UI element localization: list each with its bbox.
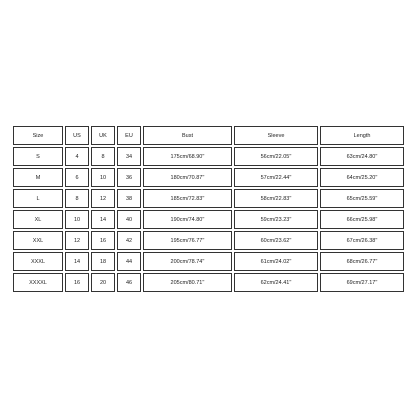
cell-size: XXXXL (13, 273, 63, 292)
cell-size: L (13, 189, 63, 208)
header-length: Length (320, 126, 404, 145)
cell-length: 67cm/26.38'' (320, 231, 404, 250)
cell-uk: 12 (91, 189, 115, 208)
cell-eu: 36 (117, 168, 141, 187)
cell-uk: 14 (91, 210, 115, 229)
cell-us: 6 (65, 168, 89, 187)
cell-us: 10 (65, 210, 89, 229)
cell-length: 64cm/25.20'' (320, 168, 404, 187)
cell-us: 16 (65, 273, 89, 292)
cell-length: 66cm/25.98'' (320, 210, 404, 229)
cell-sleeve: 56cm/22.05'' (234, 147, 318, 166)
cell-uk: 18 (91, 252, 115, 271)
cell-size: XXXL (13, 252, 63, 271)
header-sleeve: Sleeve (234, 126, 318, 145)
cell-size: S (13, 147, 63, 166)
header-uk: UK (91, 126, 115, 145)
cell-eu: 46 (117, 273, 141, 292)
cell-length: 68cm/26.77'' (320, 252, 404, 271)
table-row (13, 147, 404, 166)
cell-length: 69cm/27.17'' (320, 273, 404, 292)
table-row (13, 231, 404, 250)
cell-us: 14 (65, 252, 89, 271)
cell-eu: 44 (117, 252, 141, 271)
cell-bust: 175cm/68.90'' (143, 147, 232, 166)
cell-eu: 40 (117, 210, 141, 229)
cell-sleeve: 58cm/22.83'' (234, 189, 318, 208)
cell-bust: 185cm/72.83'' (143, 189, 232, 208)
cell-sleeve: 57cm/22.44'' (234, 168, 318, 187)
cell-length: 63cm/24.80'' (320, 147, 404, 166)
cell-uk: 16 (91, 231, 115, 250)
table-row (13, 252, 404, 271)
header-row (13, 126, 404, 145)
cell-sleeve: 62cm/24.41'' (234, 273, 318, 292)
header-eu: EU (117, 126, 141, 145)
table-row (13, 210, 404, 229)
cell-eu: 34 (117, 147, 141, 166)
cell-uk: 8 (91, 147, 115, 166)
cell-bust: 195cm/76.77'' (143, 231, 232, 250)
table-row (13, 168, 404, 187)
cell-us: 8 (65, 189, 89, 208)
cell-us: 4 (65, 147, 89, 166)
cell-bust: 200cm/78.74'' (143, 252, 232, 271)
header-size: Size (13, 126, 63, 145)
cell-size: XXL (13, 231, 63, 250)
cell-eu: 38 (117, 189, 141, 208)
cell-sleeve: 60cm/23.62'' (234, 231, 318, 250)
cell-size: M (13, 168, 63, 187)
cell-sleeve: 59cm/23.23'' (234, 210, 318, 229)
cell-eu: 42 (117, 231, 141, 250)
cell-bust: 205cm/80.71'' (143, 273, 232, 292)
cell-uk: 10 (91, 168, 115, 187)
cell-sleeve: 61cm/24.02'' (234, 252, 318, 271)
table-row (13, 189, 404, 208)
cell-us: 12 (65, 231, 89, 250)
cell-bust: 190cm/74.80'' (143, 210, 232, 229)
cell-uk: 20 (91, 273, 115, 292)
cell-bust: 180cm/70.87'' (143, 168, 232, 187)
size-chart-table (11, 124, 406, 294)
cell-length: 65cm/25.59'' (320, 189, 404, 208)
header-bust: Bust (143, 126, 232, 145)
table-row (13, 273, 404, 292)
header-us: US (65, 126, 89, 145)
cell-size: XL (13, 210, 63, 229)
